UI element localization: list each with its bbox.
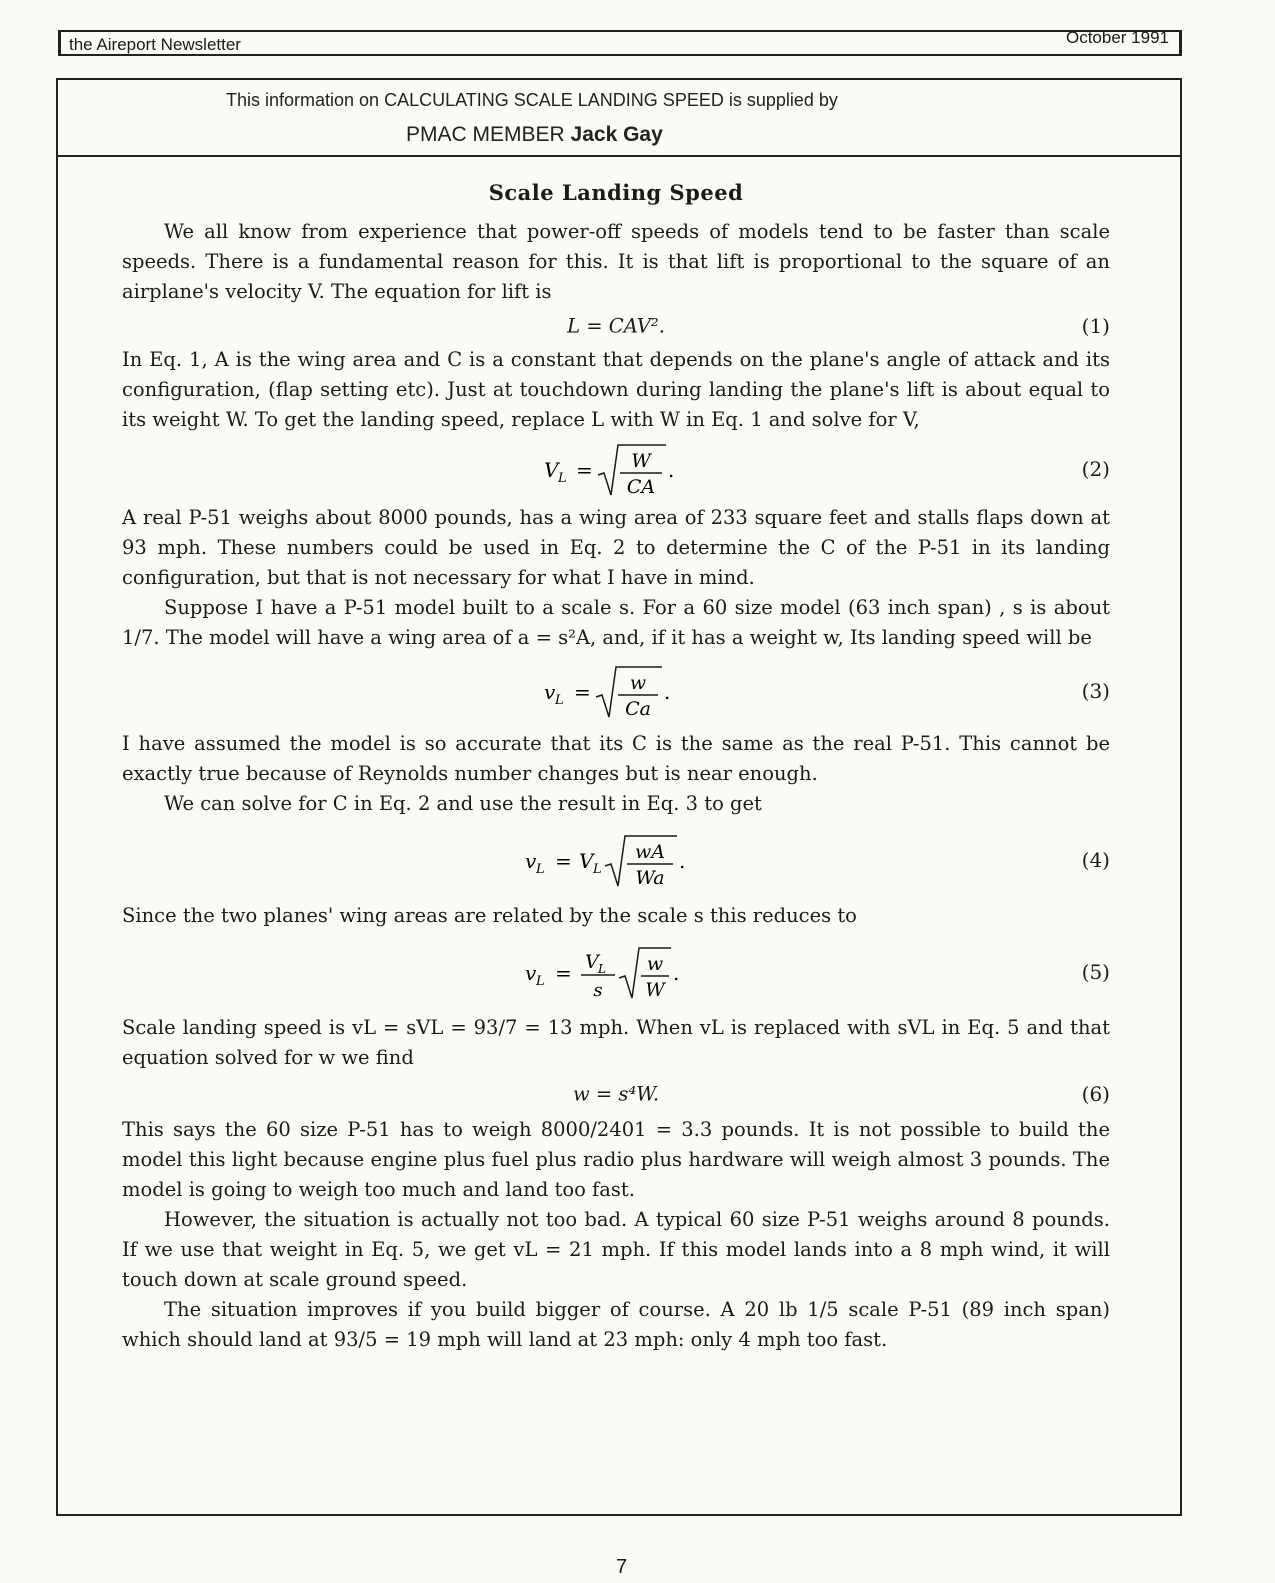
equation-2 xyxy=(122,435,1110,503)
equation-4-body xyxy=(521,828,711,892)
svg-text:w: w xyxy=(629,672,647,694)
paragraph-2: In Eq. 1, A is the wing area and C is a constant that depends on the plane's angle of attack and its configuration, (flap setting etc). Just at touchdown during landing the plane's lift is about equal to its weight W. To get the landing speed, replace L with W in Eq. 1 and solve for V, xyxy=(122,348,1110,431)
svg-text:W: W xyxy=(631,450,651,472)
paragraph-8: Scale landing speed is vL = sVL = 93/7 = 13 mph. When vL is replaced with sVL in Eq. 5 and that equation solved for w we find xyxy=(122,1016,1110,1069)
member-name: Jack Gay xyxy=(570,123,663,146)
paragraph-5: I have assumed the model is so accurate that its C is the same as the real P-51. This cannot be exactly true because of Reynolds number changes but is near enough. xyxy=(122,732,1110,785)
svg-text:=: = xyxy=(555,849,572,873)
svg-text:L: L xyxy=(598,962,606,976)
svg-text:s: s xyxy=(593,980,603,1001)
equation-6-number: (6) xyxy=(1081,1082,1110,1106)
svg-text:L: L xyxy=(536,974,545,989)
equation-2-body xyxy=(536,437,696,501)
paragraph-9: This says the 60 size P-51 has to weigh 8000/2401 = 3.3 pounds. It is not possible to build the model this light because engine plus fuel plus radio plus hardware will weigh almost 3 pounds. The model is going to weigh too much and land too fast. xyxy=(122,1118,1110,1201)
equation-5-body xyxy=(521,940,711,1004)
svg-text:.: . xyxy=(679,849,686,873)
svg-text:L: L xyxy=(593,862,602,877)
svg-text:CA: CA xyxy=(626,476,656,498)
newsletter-header xyxy=(58,30,1182,56)
article-body xyxy=(122,180,1110,1355)
credit-line-1: This information on CALCULATING SCALE LANDING SPEED is supplied by xyxy=(226,90,838,110)
svg-text:.: . xyxy=(664,680,671,704)
svg-text:V: V xyxy=(579,849,594,873)
paragraph-10: However, the situation is actually not too bad. A typical 60 size P-51 weighs around 8 pounds. If we use that weight in Eq. 5, we get vL = 21 mph. If this model lands into a 8 mph wind, it will touch down at scale ground speed. xyxy=(122,1208,1110,1291)
equation-3 xyxy=(122,653,1110,729)
equation-4-number: (4) xyxy=(1081,848,1110,872)
paragraph-4: Suppose I have a P-51 model built to a scale s. For a 60 size model (63 inch span) , s is about 1/7. The model will have a wing area of a = s²A, and, if it has a weight w, Its landing speed will be xyxy=(122,596,1110,649)
paragraph-6: We can solve for C in Eq. 2 and use the result in Eq. 3 to get xyxy=(164,792,762,815)
svg-text:.: . xyxy=(668,458,675,482)
svg-text:Wa: Wa xyxy=(635,867,665,889)
paragraph-11: The situation improves if you build bigger of course. A 20 lb 1/5 scale P-51 (89 inch span) which should land at 93/5 = 19 mph will land at 23 mph: only 4 mph too fast. xyxy=(122,1298,1110,1351)
svg-text:=: = xyxy=(576,458,593,482)
equation-6 xyxy=(122,1073,1110,1115)
equation-4 xyxy=(122,819,1110,901)
member-prefix: PMAC MEMBER xyxy=(406,123,565,146)
svg-text:.: . xyxy=(673,961,680,985)
svg-text:W: W xyxy=(645,979,665,1001)
svg-text:v: v xyxy=(525,849,537,873)
svg-text:V: V xyxy=(544,458,559,482)
equation-6-body: w = s⁴W. xyxy=(572,1082,660,1106)
paragraph-1: We all know from experience that power-off speeds of models tend to be faster than scale speeds. There is a fundamental reason for this. It is that lift is proportional to the square of an airplane's velocity V. The equation for lift is xyxy=(122,220,1110,303)
equation-3-body xyxy=(536,659,696,723)
credit-banner xyxy=(58,80,1180,157)
svg-text:Ca: Ca xyxy=(625,698,651,720)
svg-text:wA: wA xyxy=(635,841,665,863)
paragraph-3: A real P-51 weighs about 8000 pounds, has a wing area of 233 square feet and stalls flaps down at 93 mph. These numbers could be used in Eq. 2 to determine the C of the P-51 in its landing configuration, but that is not necessary for what I have in mind. xyxy=(122,506,1110,589)
article-title: Scale Landing Speed xyxy=(488,180,744,205)
equation-5-number: (5) xyxy=(1081,960,1110,984)
equation-5 xyxy=(122,931,1110,1013)
svg-text:=: = xyxy=(555,961,572,985)
svg-text:v: v xyxy=(525,961,537,985)
paragraph-7: Since the two planes' wing areas are related by the scale s this reduces to xyxy=(122,904,857,927)
newsletter-name: the Aireport Newsletter xyxy=(69,35,241,54)
article-box xyxy=(56,78,1182,1516)
svg-text:w: w xyxy=(646,953,664,975)
page-number: 7 xyxy=(616,1556,628,1578)
svg-text:v: v xyxy=(544,680,556,704)
credit-line-2 xyxy=(406,123,663,147)
equation-1-number: (1) xyxy=(1081,314,1110,338)
issue-date: October 1991 xyxy=(1065,28,1169,47)
svg-text:L: L xyxy=(558,471,567,486)
equation-1 xyxy=(122,307,1110,345)
equation-1-body: L = CAV². xyxy=(567,314,665,338)
svg-text:=: = xyxy=(574,680,591,704)
equation-2-number: (2) xyxy=(1081,457,1110,481)
svg-text:V: V xyxy=(585,951,599,973)
equation-3-number: (3) xyxy=(1081,679,1110,703)
svg-text:L: L xyxy=(555,693,564,708)
svg-text:L: L xyxy=(536,862,545,877)
